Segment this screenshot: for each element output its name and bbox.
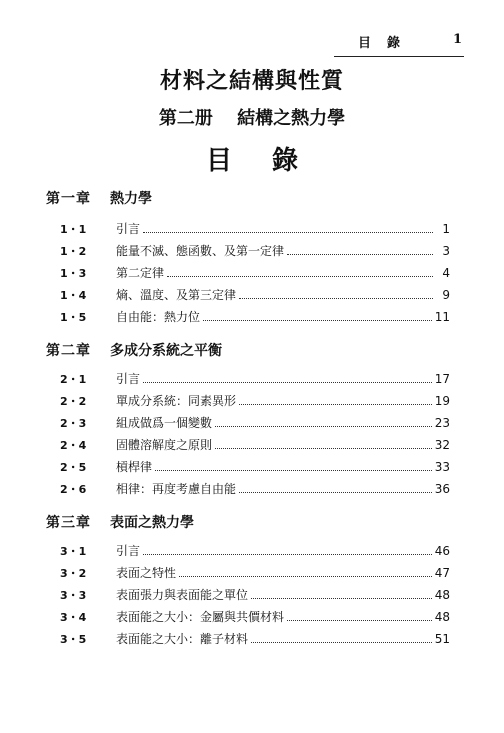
entry-title: 表面張力與表面能之單位	[116, 588, 249, 602]
dot-leader	[215, 426, 432, 427]
entry-number: 2・6	[60, 483, 87, 496]
toc-entry	[60, 242, 450, 260]
entry-number: 3・4	[60, 611, 87, 624]
running-header-page-number: 1	[452, 32, 462, 47]
entry-number: 2・2	[60, 395, 87, 408]
entry-page: 23	[434, 416, 450, 430]
header-rule	[334, 56, 464, 57]
entry-title: 引言	[116, 372, 141, 386]
entry-page: 47	[434, 566, 450, 580]
dot-leader	[155, 470, 432, 471]
entry-number: 1・1	[60, 223, 87, 236]
dot-leader	[143, 554, 432, 555]
toc-entry	[60, 480, 450, 498]
entry-page: 51	[434, 632, 450, 646]
entry-number: 2・3	[60, 417, 87, 430]
toc-entry	[60, 458, 450, 476]
dot-leader	[287, 254, 433, 255]
chapter-label: 第一章	[46, 191, 91, 207]
entry-number: 1・3	[60, 267, 87, 280]
dot-leader	[179, 576, 432, 577]
book-title: 材料之結構與性質	[159, 68, 344, 94]
chapter-heading	[46, 512, 194, 532]
dot-leader	[239, 404, 432, 405]
toc-entry	[60, 564, 450, 582]
entry-page: 48	[434, 588, 450, 602]
dot-leader	[167, 276, 433, 277]
entry-number: 2・5	[60, 461, 87, 474]
entry-page: 48	[434, 610, 450, 624]
entry-number: 3・3	[60, 589, 87, 602]
running-header-label: 目錄	[358, 36, 417, 51]
entry-title: 相律：再度考慮自由能	[116, 482, 237, 496]
entry-title: 組成做爲一個變數	[116, 416, 213, 430]
dot-leader	[239, 298, 433, 299]
entry-title: 自由能：熱力位	[116, 310, 201, 324]
entry-number: 3・2	[60, 567, 87, 580]
chapter-label: 第二章	[46, 343, 91, 359]
entry-number: 3・5	[60, 633, 87, 646]
dot-leader	[143, 232, 433, 233]
entry-title: 表面之特性	[116, 566, 177, 580]
entry-page: 17	[434, 372, 450, 386]
entry-page: 36	[434, 482, 450, 496]
entry-title: 熵、溫度、及第三定律	[116, 288, 237, 302]
toc-entry	[60, 220, 450, 238]
entry-page: 4	[442, 266, 450, 280]
toc-entry	[60, 370, 450, 388]
toc-entry	[60, 630, 450, 648]
entry-title: 引言	[116, 222, 141, 236]
dot-leader	[215, 448, 432, 449]
toc-entry	[60, 286, 450, 304]
volume-title: 第二册 結構之熱力學	[158, 108, 346, 129]
chapter-title: 熱力學	[110, 191, 152, 207]
chapter-title: 多成分系統之平衡	[110, 343, 222, 359]
entry-title: 表面能之大小：離子材料	[116, 632, 249, 646]
toc-entry	[60, 308, 450, 326]
entry-title: 單成分系統：同素異形	[116, 394, 237, 408]
entry-page: 46	[434, 544, 450, 558]
chapter-heading	[46, 188, 152, 208]
entry-title: 引言	[116, 544, 141, 558]
entry-title: 第二定律	[116, 266, 165, 280]
entry-page: 11	[434, 310, 450, 324]
entry-title: 固體溶解度之原則	[116, 438, 213, 452]
chapter-title: 表面之熱力學	[110, 515, 194, 531]
entry-number: 1・4	[60, 289, 87, 302]
entry-page: 1	[442, 222, 450, 236]
entry-title: 槓桿律	[116, 460, 153, 474]
toc-title: 目錄	[205, 146, 338, 176]
entry-page: 33	[434, 460, 450, 474]
dot-leader	[251, 598, 432, 599]
dot-leader	[203, 320, 432, 321]
dot-leader	[239, 492, 432, 493]
toc-entry	[60, 586, 450, 604]
entry-number: 1・5	[60, 311, 87, 324]
entry-page: 3	[442, 244, 450, 258]
entry-title: 能量不滅、態函數、及第一定律	[116, 244, 285, 258]
toc-entry	[60, 608, 450, 626]
entry-number: 1・2	[60, 245, 87, 258]
toc-entry	[60, 542, 450, 560]
entry-page: 19	[434, 394, 450, 408]
dot-leader	[143, 382, 432, 383]
entry-number: 3・1	[60, 545, 87, 558]
dot-leader	[251, 642, 432, 643]
running-header	[330, 32, 462, 52]
entry-title: 表面能之大小：金屬與共價材料	[116, 610, 285, 624]
chapter-label: 第三章	[46, 515, 91, 531]
toc-entry	[60, 264, 450, 282]
entry-page: 9	[442, 288, 450, 302]
entry-page: 32	[434, 438, 450, 452]
entry-number: 2・4	[60, 439, 87, 452]
dot-leader	[287, 620, 432, 621]
toc-entry	[60, 414, 450, 432]
toc-entry	[60, 436, 450, 454]
toc-entry	[60, 392, 450, 410]
chapter-heading	[46, 340, 222, 360]
entry-number: 2・1	[60, 373, 87, 386]
